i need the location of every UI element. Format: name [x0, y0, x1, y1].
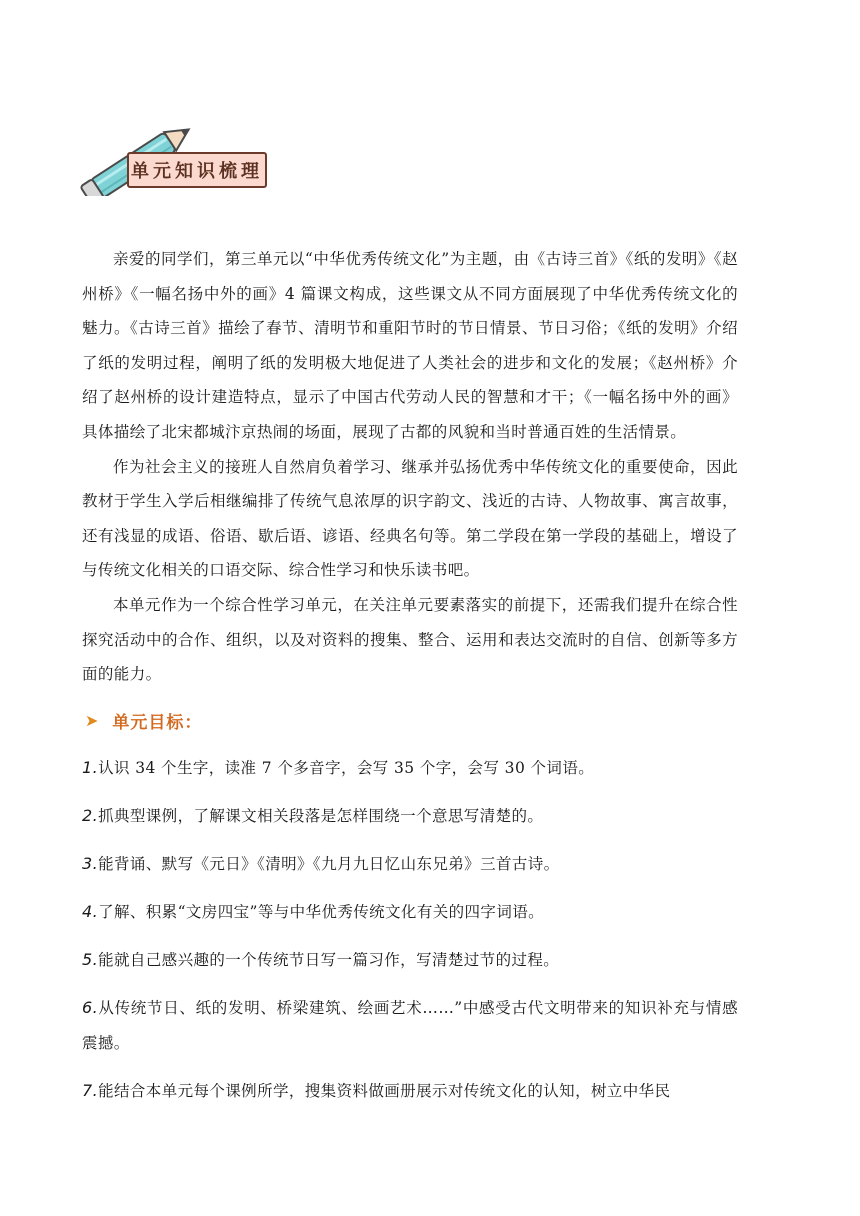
- goal-text: 能背诵、默写《元日》《清明》《九月九日忆山东兄弟》三首古诗。: [98, 854, 560, 873]
- goal-number: 2.: [82, 805, 99, 825]
- goal-text: 从传统节日、纸的发明、桥梁建筑、绘画艺术……”中感受古代文明带来的知识补充与情感震撼。: [82, 998, 738, 1052]
- goals-heading: [82, 702, 738, 740]
- section-banner: [80, 126, 275, 196]
- goal-item: [82, 942, 738, 978]
- goal-item: [82, 990, 738, 1061]
- goal-text: 认识 34 个生字，读准 7 个多音字，会写 35 个字，会写 30 个词语。: [98, 758, 595, 777]
- intro-paragraph: 本单元作为一个综合性学习单元，在关注单元要素落实的前提下，还需我们提升在综合性探究活动中的合作、组织，以及对资料的搜集、整合、运用和表达交流时的自信、创新等多方面的能力。: [82, 595, 738, 684]
- goal-number: 1.: [82, 757, 99, 777]
- goals-list: [82, 750, 738, 1109]
- goals-title: 单元目标：: [112, 713, 203, 734]
- banner-title: 单元知识梳理: [131, 161, 263, 182]
- goal-text: 能结合本单元每个课例所学，搜集资料做画册展示对传统文化的认知，树立中华民: [98, 1081, 671, 1100]
- goal-number: 3.: [82, 853, 99, 873]
- goal-item: [82, 1073, 738, 1109]
- goal-item: [82, 846, 738, 882]
- goal-text: 抓典型课例，了解课文相关段落是怎样围绕一个意思写清楚的。: [98, 806, 544, 825]
- goal-text: 能就自己感兴趣的一个传统节日写一篇习作，写清楚过节的过程。: [98, 950, 560, 969]
- goal-number: 7.: [82, 1080, 99, 1100]
- goal-number: 5.: [82, 949, 99, 969]
- goal-item: [82, 894, 738, 930]
- goal-number: 6.: [82, 997, 99, 1017]
- intro-paragraph: 亲爱的同学们，第三单元以“中华优秀传统文化”为主题，由《古诗三首》《纸的发明》《赵州桥》《一幅名扬中外的画》4 篇课文构成，这些课文从不同方面展现了中华优秀传统文化的魅力。《古诗三首》描绘了春节、清明节和重阳节时的节日情景、节日习俗；《纸的发明》介绍了纸的发明过程，阐明了纸的发明极大地促进了人类社会的进步和文化的发展；《赵州桥》介绍了赵州桥的设计建造特点，显示了中国古代劳动人民的智慧和才干；《一幅名扬中外的画》具体描绘了北宋都城汴京热闹的场面，展现了古都的风貌和当时普通百姓的生活情景。: [82, 250, 738, 441]
- intro-paragraph: 作为社会主义的接班人自然肩负着学习、继承并弘扬优秀中华传统文化的重要使命，因此教材于学生入学后相继编排了传统气息浓厚的识字韵文、浅近的古诗、人物故事、寓言故事，还有浅显的成语、俗语、歇后语、谚语、经典名句等。第二学段在第一学段的基础上，增设了与传统文化相关的口语交际、综合性学习和快乐读书吧。: [82, 457, 738, 580]
- goal-text: 了解、积累“文房四宝”等与中华优秀传统文化有关的四字词语。: [98, 902, 545, 921]
- main-content: [82, 242, 738, 1121]
- banner-box: [127, 152, 267, 188]
- goal-item: [82, 798, 738, 834]
- goal-number: 4.: [82, 901, 99, 921]
- arrow-right-icon: ➤: [85, 711, 99, 731]
- goal-item: [82, 750, 738, 786]
